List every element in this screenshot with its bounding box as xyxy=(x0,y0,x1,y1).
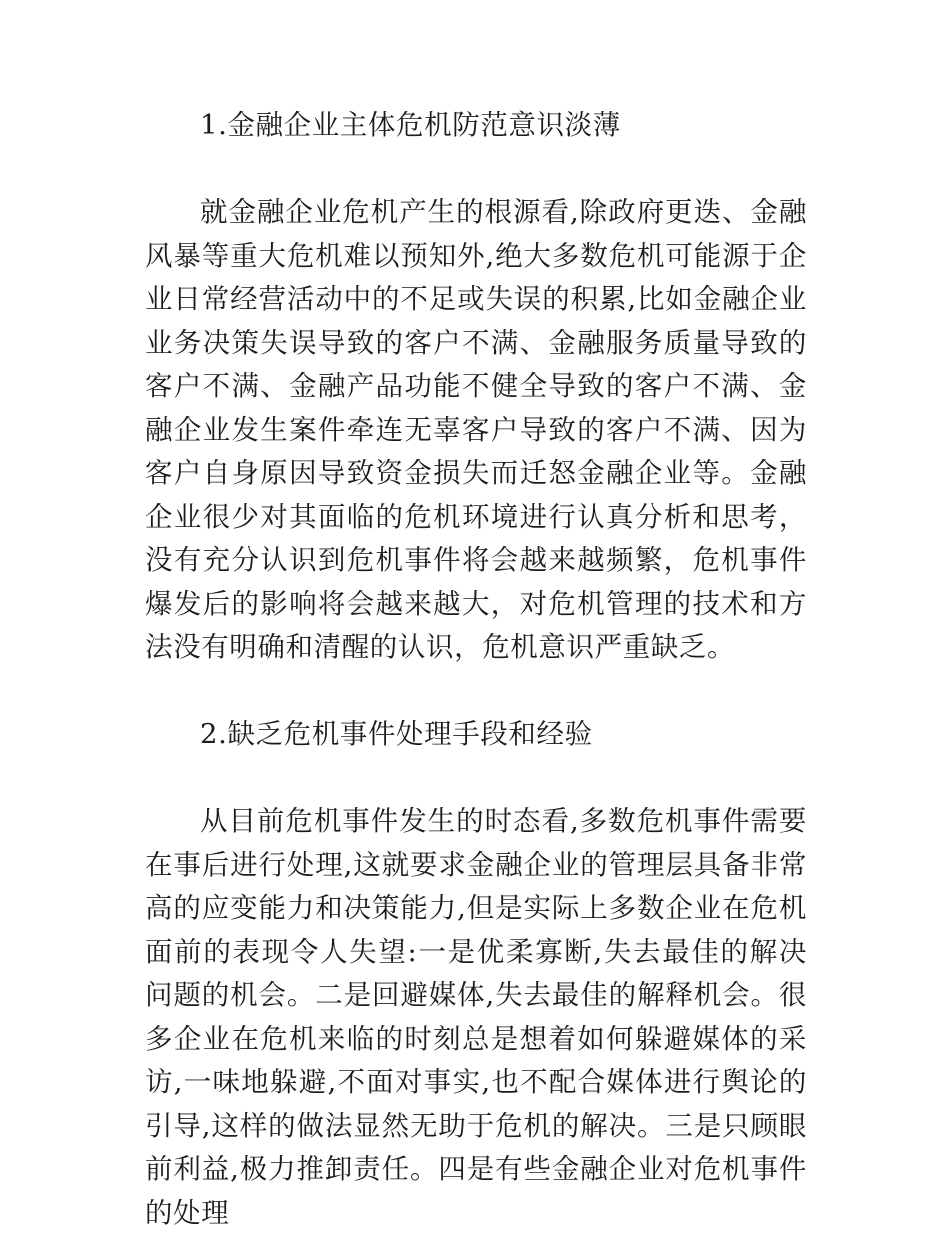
block-spacer xyxy=(145,670,807,714)
section-paragraph-2: 从目前危机事件发生的时态看,多数危机事件需要在事后进行处理,这就要求金融企业的管理层具备非常高的应变能力和决策能力,但是实际上多数企业在危机面前的表现令人失望:一是优柔寡断,失去最佳的解决问题的机会。二是回避媒体,失去最佳的解释机会。很多企业在危机来临的时刻总是想着如何躲避媒体的采访,一味地躲避,不面对事实,也不配合媒体进行舆论的引导,这样的做法显然无助于危机的解决。三是只顾眼前利益,极力推卸责任。四是有些金融企业对危机事件的处理 xyxy=(145,805,807,1229)
block-spacer xyxy=(145,148,807,192)
document-text-column xyxy=(145,104,807,1235)
section-paragraph-1: 就金融企业危机产生的根源看,除政府更迭、金融风暴等重大危机难以预知外,绝大多数危机可能源于企业日常经营活动中的不足或失误的积累,比如金融企业业务决策失误导致的客户不满、金融服务质量导致的客户不满、金融产品功能不健全导致的客户不满、金融企业发生案件牵连无辜客户导致的客户不满、因为客户自身原因导致资金损失而迁怒金融企业等。金融企业很少对其面临的危机环境进行认真分析和思考，没有充分认识到危机事件将会越来越频繁，危机事件爆发后的影响将会越来越大，对危机管理的技术和方法没有明确和清醒的认识，危机意识严重缺乏。 xyxy=(145,196,807,663)
section-heading-1: 1.金融企业主体危机防范意识淡薄 xyxy=(200,109,621,141)
section-heading-2: 2.缺乏危机事件处理手段和经验 xyxy=(200,718,593,750)
block-spacer xyxy=(145,757,807,801)
